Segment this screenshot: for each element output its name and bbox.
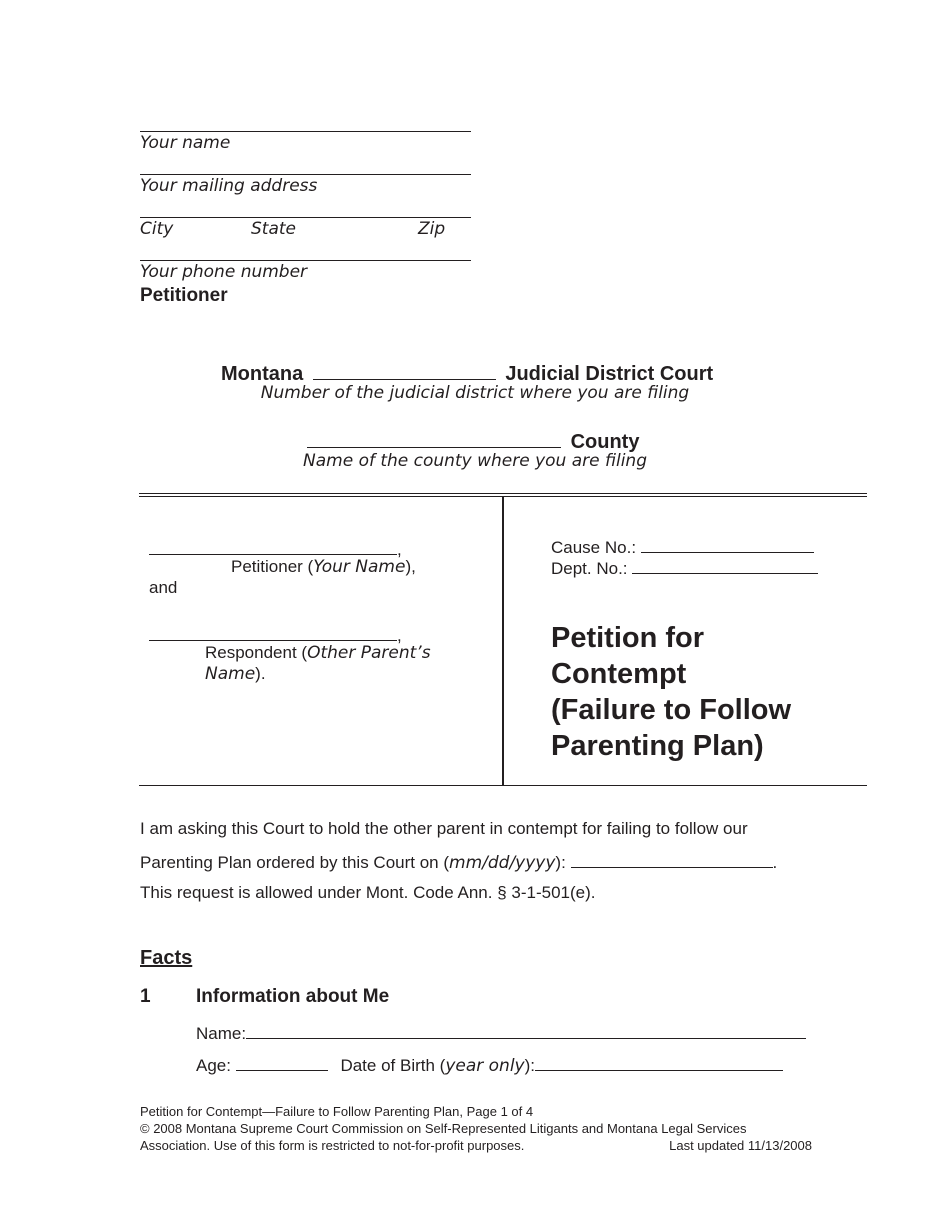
name-label: Name: bbox=[196, 1024, 247, 1043]
city-label: City bbox=[140, 219, 174, 239]
request-line-1: I am asking this Court to hold the other parent in contempt for failing to follow our bbox=[140, 819, 748, 838]
petitioner-role: Petitioner bbox=[140, 285, 228, 306]
request-line-2: Parenting Plan ordered by this Court on (mm/dd/yyyy): . bbox=[140, 853, 778, 873]
petitioner-name-field[interactable]: , bbox=[149, 538, 402, 560]
name-row bbox=[196, 1022, 806, 1044]
date-format-hint: mm/dd/yyyy bbox=[449, 853, 556, 873]
cause-number-field[interactable] bbox=[641, 536, 814, 553]
respondent-caption-line2 bbox=[205, 664, 266, 684]
court-line bbox=[221, 359, 713, 386]
zip-label: Zip bbox=[418, 219, 446, 239]
respondent-caption-label: Respondent ( bbox=[205, 643, 308, 662]
petitioner-caption-close: ), bbox=[405, 557, 416, 576]
request-line-2-post: ): bbox=[555, 853, 566, 872]
cause-number-row bbox=[551, 536, 814, 558]
dept-number-row bbox=[551, 557, 818, 579]
footer bbox=[140, 1103, 812, 1154]
county-field[interactable] bbox=[307, 427, 561, 448]
parenting-plan-date-field[interactable] bbox=[571, 851, 773, 868]
age-field[interactable] bbox=[236, 1054, 328, 1071]
phone-line[interactable] bbox=[140, 260, 471, 261]
respondent-name-field[interactable]: , bbox=[149, 624, 402, 646]
address-line[interactable] bbox=[140, 174, 471, 175]
title-line: Contempt bbox=[551, 658, 687, 690]
petitioner-caption-hint: Your Name bbox=[313, 557, 406, 577]
dob-hint: year only bbox=[445, 1056, 525, 1076]
dob-label-pre: Date of Birth ( bbox=[340, 1056, 446, 1075]
title-line: Petition for bbox=[551, 622, 705, 654]
your-name-label: Your name bbox=[140, 133, 231, 153]
title-line: Parenting Plan) bbox=[551, 730, 764, 762]
city-state-zip-line[interactable] bbox=[140, 217, 471, 218]
title-line: (Failure to Follow bbox=[551, 694, 792, 726]
section-title: Information about Me bbox=[196, 986, 390, 1007]
respondent-caption-close: ). bbox=[255, 664, 266, 683]
respondent-caption-hint2: Name bbox=[205, 664, 256, 684]
section-number: 1 bbox=[140, 986, 151, 1007]
mailing-address-label: Your mailing address bbox=[140, 176, 318, 196]
age-label: Age: bbox=[196, 1056, 231, 1075]
dob-field[interactable] bbox=[535, 1054, 783, 1071]
request-line-2-pre: Parenting Plan ordered by this Court on ( bbox=[140, 853, 450, 872]
caption-divider bbox=[502, 497, 504, 785]
district-hint: Number of the judicial district where you are filing bbox=[260, 383, 690, 403]
footer-restriction: Association. Use of this form is restricted to not-for-profit purposes. bbox=[140, 1138, 525, 1153]
form-title bbox=[551, 620, 791, 764]
district-number-field[interactable] bbox=[313, 359, 496, 380]
court-name: Judicial District Court bbox=[505, 363, 714, 385]
county-hint: Name of the county where you are filing bbox=[303, 451, 647, 471]
caption-and: and bbox=[149, 578, 178, 597]
request-line-3: This request is allowed under Mont. Code Ann. § 3-1-501(e). bbox=[140, 883, 596, 902]
state-label: State bbox=[251, 219, 296, 239]
respondent-caption bbox=[205, 643, 431, 663]
caption-bottom-rule bbox=[139, 785, 867, 786]
footer-copyright: © 2008 Montana Supreme Court Commission on Self-Represented Litigants and Montana Legal Services bbox=[140, 1121, 747, 1136]
cause-label: Cause No.: bbox=[551, 538, 637, 557]
county-label: County bbox=[570, 431, 640, 453]
footer-updated: Last updated 11/13/2008 bbox=[669, 1138, 812, 1153]
footer-title: Petition for Contempt—Failure to Follow Parenting Plan, Page 1 of 4 bbox=[140, 1104, 534, 1119]
name-line[interactable] bbox=[140, 131, 471, 132]
phone-label: Your phone number bbox=[140, 262, 308, 282]
dept-label: Dept. No.: bbox=[551, 559, 628, 578]
footer-last-row bbox=[140, 1137, 812, 1154]
dept-number-field[interactable] bbox=[632, 557, 818, 574]
name-field[interactable] bbox=[246, 1022, 806, 1039]
petitioner-caption-label: Petitioner ( bbox=[231, 557, 314, 576]
caption-top-rule bbox=[139, 493, 867, 494]
state-name: Montana bbox=[221, 363, 304, 385]
county-line bbox=[307, 427, 639, 454]
respondent-caption-hint: Other Parent’s bbox=[307, 643, 431, 663]
facts-heading: Facts bbox=[140, 947, 193, 969]
age-dob-row bbox=[196, 1054, 783, 1076]
dob-label-post: ): bbox=[524, 1056, 536, 1075]
petitioner-caption bbox=[231, 557, 416, 577]
